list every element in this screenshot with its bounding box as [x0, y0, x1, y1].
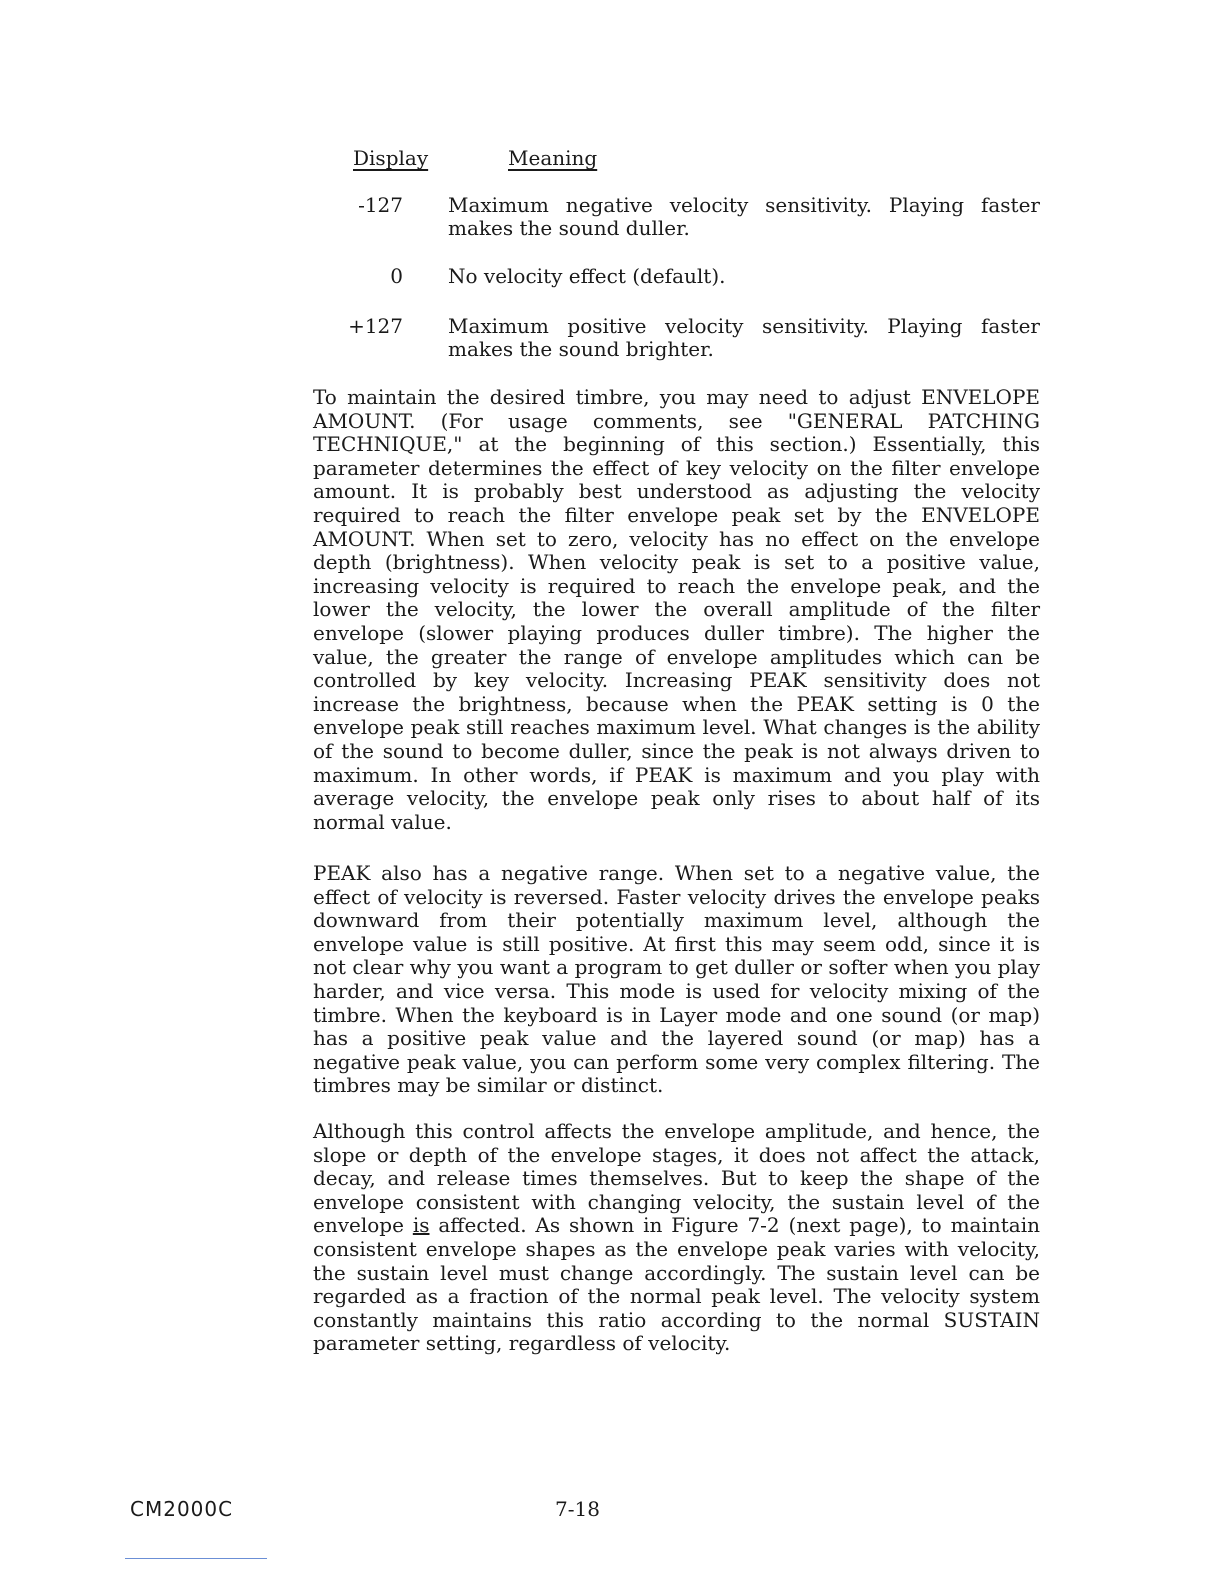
document-code: CM2000C: [130, 1497, 234, 1521]
column-header-meaning: Meaning: [508, 146, 598, 170]
display-value: +127: [348, 314, 403, 338]
meaning-text: Maximum negative velocity sensitivity. Playing faster makes the sound duller.: [448, 193, 1040, 240]
meaning-text: No velocity effect (default).: [448, 264, 726, 288]
page-number: 7-18: [555, 1497, 600, 1521]
meaning-text: Maximum positive velocity sensitivity. Playing faster makes the sound brighter.: [448, 314, 1040, 361]
column-header-display: Display: [353, 146, 429, 170]
paragraph-text: affected. As shown in Figure 7-2 (next page), to maintain consistent envelope shapes as the envelope peak varies with velocity, the sustain level must change accordingly. The sustain level can be regarded as a fraction of the normal peak level. The velocity system constantly maintains this ratio according to the normal SUSTAIN parameter setting, regardless of velocity.: [313, 1213, 1040, 1356]
display-value: 0: [390, 264, 403, 288]
paragraph-sustain-level: [313, 1120, 1040, 1356]
emphasis-text: is: [412, 1213, 430, 1238]
display-value: -127: [358, 193, 403, 217]
paragraph-text: Although this control affects the envelope amplitude, and hence, the slope or depth of the envelope stages, it does not affect the attack, decay, and release times themselves. But to keep the shape of the envelope consistent with changing velocity, the sustain level of the envelope: [313, 1119, 1040, 1238]
paragraph-envelope-amount: To maintain the desired timbre, you may need to adjust ENVELOPE AMOUNT. (For usage comments, see "GENERAL PATCHING TECHNIQUE," at the beginning of this section.) Essentially, this parameter determines the effect of key velocity on the filter envelope amount. It is probably best understood as adjusting the velocity required to reach the filter envelope peak set by the ENVELOPE AMOUNT. When set to zero, velocity has no effect on the envelope depth (brightness). When velocity peak is set to a positive value, increasing velocity is required to reach the envelope peak, and the lower the velocity, the lower the overall amplitude of the filter envelope (slower playing produces duller timbre). The higher the value, the greater the range of envelope amplitudes which can be controlled by key velocity. Increasing PEAK sensitivity does not increase the brightness, because when the PEAK setting is 0 the envelope peak still reaches maximum level. What changes is the ability of the sound to become duller, since the peak is not always driven to maximum. In other words, if PEAK is maximum and you play with average velocity, the envelope peak only rises to about half of its normal value.: [313, 385, 1040, 834]
paragraph-negative-range: PEAK also has a negative range. When set to a negative value, the effect of velocity is reversed. Faster velocity drives the envelope peaks downward from their potentially maximum level, although the envelope value is still positive. At first this may seem odd, since it is not clear why you want a program to get duller or softer when you play harder, and vice versa. This mode is used for velocity mixing of the timbre. When the keyboard is in Layer mode and one sound (or map) has a positive peak value and the layered sound (or map) has a negative peak value, you can perform some very complex filtering. The timbres may be similar or distinct.: [313, 861, 1040, 1098]
footer-divider: [125, 1558, 267, 1559]
